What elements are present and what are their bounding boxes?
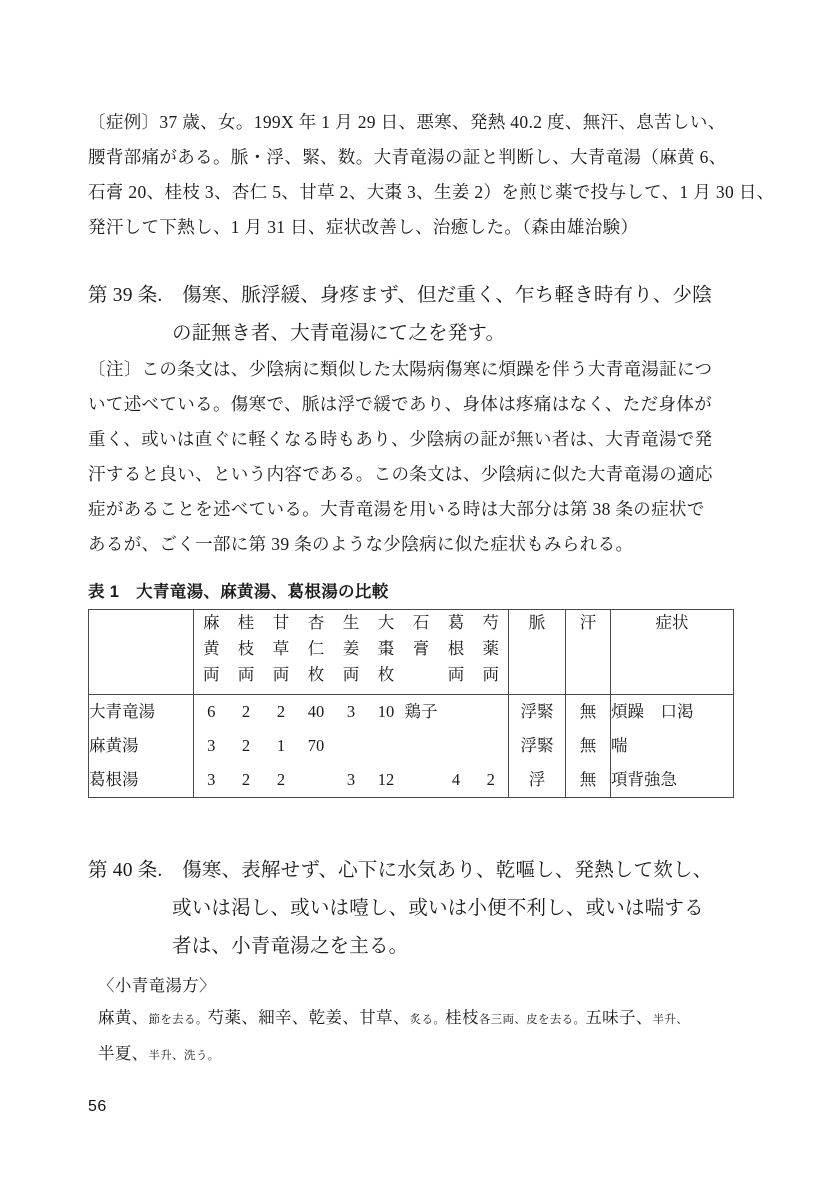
- herb-unit: 両: [272, 665, 290, 684]
- cell-herb-1: 2: [241, 736, 251, 755]
- table-header-herb-5: [369, 610, 404, 695]
- prescription-annotation: 節を去る。: [148, 1014, 208, 1026]
- cell-herb-7: 4: [439, 763, 474, 798]
- case-report-line: 石膏 20、桂枝 3、杏仁 5、甘草 2、大棗 3、生姜 2）を煎じ薬で投与して、1 月 30 日、: [88, 182, 775, 202]
- herb-char1: 麻: [203, 613, 220, 632]
- prescription-line-1: [98, 1001, 738, 1037]
- cell-herb-5: [369, 729, 404, 763]
- cell-herb-7: [439, 729, 474, 763]
- herb-char1: 葛: [447, 613, 465, 632]
- article-40-line: 第 40 条. 傷寒、表解せず、心下に水気あり、乾嘔し、発熱して欬し、: [88, 860, 713, 881]
- herb-char2: 薬: [482, 639, 499, 658]
- cell-herb-1: 2: [229, 763, 264, 798]
- herb-char1: 大: [377, 613, 395, 632]
- cell-herb-1: 2: [229, 695, 264, 730]
- page-number: 56: [88, 1098, 107, 1115]
- herb-char2: 膏: [412, 639, 430, 658]
- note-39-line: 症があることを述べている。大青竜湯を用いる時は大部分は第 38 条の症状で: [88, 499, 705, 519]
- note-39-line: 重く、或いは直ぐに軽くなる時もあり、少陰病の証が無い者は、大青竜湯で発: [88, 429, 713, 449]
- prescription-herb: 桂枝: [445, 1008, 479, 1027]
- herb-unit: 枚: [307, 665, 325, 684]
- prescription-herb: 、: [635, 1008, 653, 1027]
- herb-char2: 根: [447, 639, 465, 658]
- prescription-title: 〈小青竜湯方〉: [98, 976, 216, 995]
- note-39-line: 〔注〕この条文は、少陰病に類似した太陽病傷寒に煩躁を伴う大青竜湯証につ: [88, 359, 713, 379]
- cell-herb-3: [299, 763, 334, 798]
- table-header-row: [89, 610, 734, 695]
- herb-char1: 桂: [237, 613, 255, 632]
- article-40-heading: [88, 852, 712, 966]
- cell-sweat: 無: [566, 763, 611, 798]
- table-head: [89, 610, 734, 695]
- herb-unit: 両: [482, 665, 499, 684]
- prescription-annotation: 炙る。: [409, 1014, 446, 1026]
- cell-herb-6: [404, 729, 439, 763]
- herb-unit: 両: [447, 665, 465, 684]
- cell-symptoms: 煩躁 口渇: [611, 695, 734, 730]
- prescription-herb: 半夏: [98, 1044, 132, 1063]
- cell-herb-8: 2: [474, 763, 509, 798]
- cell-herb-0: 3: [194, 763, 229, 798]
- table-body: [89, 695, 734, 798]
- prescription-herb: 麻黄: [98, 1008, 132, 1027]
- cell-herb-2: 1: [276, 736, 286, 755]
- table-header-sweat: 汗: [566, 610, 611, 695]
- prescription-block: [98, 970, 738, 1073]
- table-header-herb-3: [299, 610, 334, 695]
- article-39-line: の証無き者、大青竜湯にて之を発す。: [172, 323, 506, 344]
- cell-herb-5: 12: [369, 763, 404, 798]
- prescription-annotation: 皮を去る。: [526, 1014, 586, 1026]
- note-39-line: 汗すると良い、という内容である。この条文は、少陰病に似た大青竜湯の適応: [88, 464, 713, 484]
- table-caption: 表 1 大青竜湯、麻黄湯、葛根湯の比較: [88, 583, 389, 601]
- table-header-herb-2: [264, 610, 299, 695]
- row-name: 葛根湯: [89, 763, 194, 798]
- cell-herb-2: 2: [264, 695, 299, 730]
- cell-herb-8: [474, 729, 509, 763]
- herb-char2: 姜: [342, 639, 360, 658]
- cell-pulse: 浮緊: [509, 729, 566, 763]
- case-report-line: 〔症例〕37 歳、女。199X 年 1 月 29 日、悪寒、発熱 40.2 度、無汗、息苦しい、: [88, 112, 726, 132]
- prescription-line-2: [98, 1037, 738, 1073]
- cell-herb-8: [474, 695, 509, 730]
- prescription-herb: 芍薬、細辛、乾姜、甘草: [207, 1008, 393, 1027]
- prescription-annotation: 半升、洗う。: [148, 1050, 220, 1062]
- table-header-herb-6: [404, 610, 439, 695]
- prescription-annotation: 各三両、: [478, 1014, 527, 1026]
- prescription-herb: 五味子: [585, 1008, 636, 1027]
- table-header-herb-0: [194, 610, 229, 695]
- cell-symptoms: 喘: [611, 729, 734, 763]
- note-39-block: [88, 352, 713, 562]
- herb-char1: 甘: [272, 613, 290, 632]
- prescription-herb: 、: [131, 1044, 149, 1063]
- table-header-herb-1: [229, 610, 264, 695]
- table-header-herb-4: [334, 610, 369, 695]
- table-header-herb-7: [439, 610, 474, 695]
- table-row: [89, 729, 734, 763]
- cell-herb-3: 40: [299, 695, 334, 730]
- cell-herb-4: [334, 729, 369, 763]
- herb-unit: 両: [203, 665, 220, 684]
- table-row: [89, 695, 734, 730]
- cell-pulse: 浮緊: [509, 695, 566, 730]
- table-header-herb-8: [474, 610, 509, 695]
- article-40-line: 或いは渇し、或いは噎し、或いは小便不利し、或いは喘する: [172, 898, 704, 919]
- herb-char2: 草: [272, 639, 290, 658]
- note-39-line: いて述べている。傷寒で、脈は浮で緩であり、身体は疼痛はなく、ただ身体が: [88, 394, 713, 414]
- herb-char2: 棗: [377, 639, 395, 658]
- herb-unit: 両: [237, 665, 255, 684]
- herb-char1: 芍: [482, 613, 499, 632]
- herb-char2: 仁: [307, 639, 325, 658]
- herb-unit: 枚: [377, 665, 395, 684]
- herb-char2: 枝: [237, 639, 255, 658]
- herb-char1: 石: [412, 613, 430, 632]
- case-report-block: [88, 105, 775, 245]
- case-report-line: 発汗して下熱し、1 月 31 日、症状改善し、治癒した。（森由雄治験）: [88, 217, 639, 237]
- herb-char1: 生: [342, 613, 360, 632]
- cell-herb-2: 2: [264, 763, 299, 798]
- comparison-table-block: [88, 578, 734, 798]
- cell-herb-6: 鶏子: [404, 695, 439, 730]
- comparison-table: [88, 609, 734, 798]
- prescription-annotation: 半升、: [652, 1014, 689, 1026]
- article-39-line: 第 39 条. 傷寒、脈浮緩、身疼まず、但だ重く、乍ち軽き時有り、少陰: [88, 285, 713, 306]
- cell-herb-5: 10: [369, 695, 404, 730]
- row-name: 大青竜湯: [89, 695, 194, 730]
- cell-herb-7: [439, 695, 474, 730]
- cell-herb-3: 70: [307, 736, 325, 755]
- cell-sweat: 無: [566, 729, 611, 763]
- cell-herb-0: 3: [194, 729, 229, 763]
- case-report-line: 腰背部痛がある。脈・浮、緊、数。大青竜湯の証と判断し、大青竜湯（麻黄 6、: [88, 147, 727, 167]
- prescription-herb: 、: [392, 1008, 410, 1027]
- table-row: [89, 763, 734, 798]
- article-39-heading: [88, 277, 712, 353]
- article-40-line: 者は、小青竜湯之を主る。: [172, 936, 409, 957]
- cell-herb-0: 6: [194, 695, 229, 730]
- table-header-symptoms: 症状: [611, 610, 734, 695]
- cell-pulse: 浮: [509, 763, 566, 798]
- note-39-line: あるが、ごく一部に第 39 条のような少陰病に似た症状もみられる。: [88, 534, 634, 554]
- herb-char1: 杏: [307, 613, 325, 632]
- table-header-pulse: 脈: [509, 610, 566, 695]
- herb-unit: 両: [342, 665, 360, 684]
- cell-herb-4: 3: [334, 695, 369, 730]
- prescription-herb: 、: [131, 1008, 149, 1027]
- cell-sweat: 無: [566, 695, 611, 730]
- table-corner-header: [89, 610, 194, 695]
- row-name: 麻黄湯: [89, 729, 194, 763]
- cell-herb-6: [404, 763, 439, 798]
- cell-herb-4: 3: [334, 763, 369, 798]
- cell-symptoms: 項背強急: [611, 763, 734, 798]
- herb-char2: 黄: [203, 639, 220, 658]
